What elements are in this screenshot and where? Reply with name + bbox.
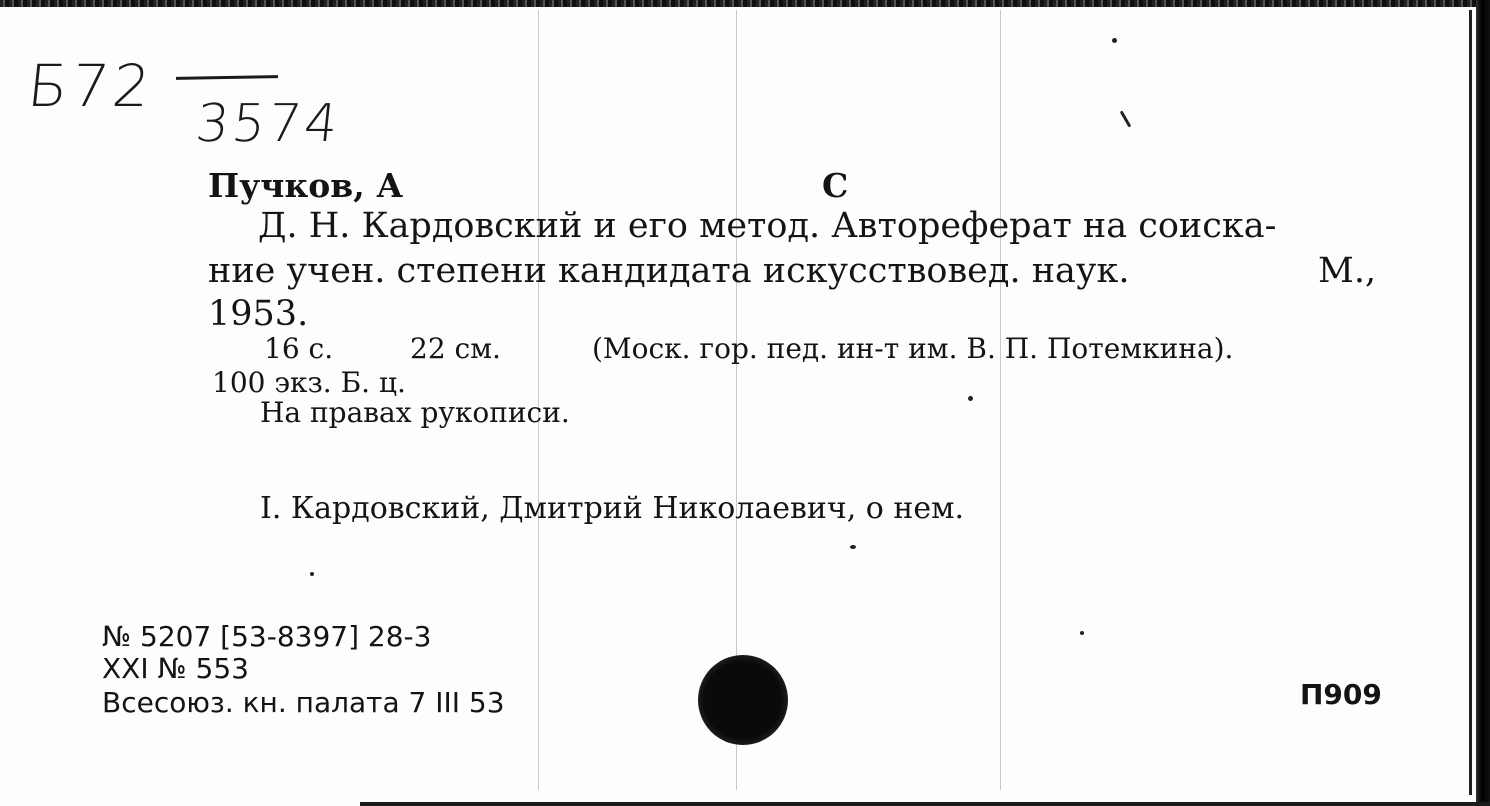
speck bbox=[310, 572, 314, 576]
copies-note: 100 экз. Б. ц. bbox=[212, 366, 406, 399]
series-note: (Моск. гор. пед. ин-т им. В. П. Потемкина). bbox=[592, 332, 1234, 365]
handwritten-overline bbox=[176, 75, 278, 80]
speck bbox=[850, 545, 856, 549]
title-line-1: Д. Н. Кардовский и его метод. Автореферат на соиска- bbox=[258, 206, 1277, 246]
speck bbox=[1080, 631, 1084, 635]
speck bbox=[968, 396, 973, 401]
punch-hole bbox=[698, 655, 788, 745]
footer-registration: № 5207 [53-8397] 28-3 bbox=[102, 620, 432, 653]
publication-place: М., bbox=[1318, 251, 1377, 291]
card-code: П909 bbox=[1300, 678, 1382, 711]
title-line-2: ние учен. степени кандидата искусствовед. наук. bbox=[208, 251, 1130, 291]
scan-edge-right bbox=[1476, 0, 1490, 806]
author-letter: С bbox=[822, 166, 849, 205]
fold-line bbox=[1000, 10, 1001, 790]
footer-number: XXI № 553 bbox=[102, 652, 249, 685]
speck bbox=[1120, 110, 1132, 127]
handwritten-shelfmark: Б72 bbox=[24, 52, 158, 120]
author-heading: Пучков, А bbox=[208, 166, 404, 205]
handwritten-number: 3574 bbox=[192, 94, 344, 154]
subject-heading: I. Кардовский, Дмитрий Николаевич, о нем. bbox=[260, 491, 964, 526]
speck bbox=[1112, 38, 1117, 43]
publication-year: 1953. bbox=[208, 294, 309, 334]
scan-edge-bottom bbox=[360, 802, 1490, 806]
scan-edge-top bbox=[0, 0, 1490, 7]
footer-chamber: Всесоюз. кн. палата 7 III 53 bbox=[102, 686, 505, 719]
book-size: 22 см. bbox=[410, 332, 501, 365]
scan-edge-right-line bbox=[1469, 10, 1472, 795]
page-count: 16 с. bbox=[264, 332, 334, 365]
rights-note: На правах рукописи. bbox=[260, 396, 570, 429]
